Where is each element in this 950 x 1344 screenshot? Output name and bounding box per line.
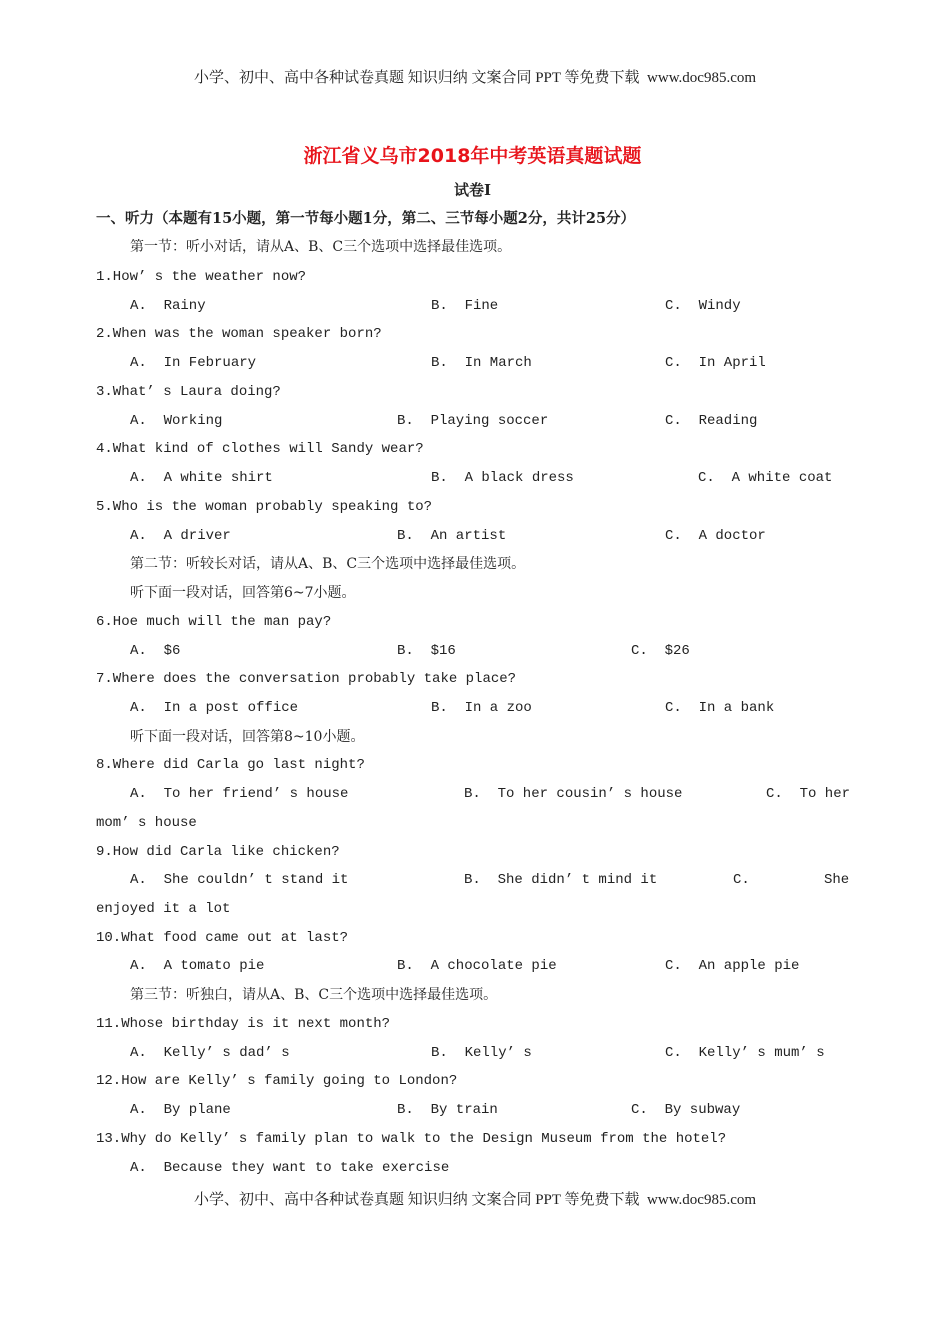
option-a: A. Because they want to take exercise: [130, 1160, 450, 1176]
option-c: C. In April: [665, 355, 766, 371]
page-title: 浙江省义乌市2018年中考英语真题试题: [303, 145, 642, 167]
option-c: C. By subway: [631, 1102, 741, 1118]
option-a: A. In February: [130, 355, 257, 371]
option-a: A. A tomato pie: [130, 958, 265, 974]
option-a: A. A driver: [130, 528, 231, 544]
option-c: C. In a bank: [665, 700, 775, 716]
option-c: C. An apple pie: [665, 958, 800, 974]
option-b: B. Playing soccer: [397, 413, 549, 429]
question-text: 6.Hoe much will the man pay?: [96, 614, 332, 630]
option-b: B. A chocolate pie: [397, 958, 557, 974]
part-instruction: 第二节：听较长对话，请从A、B、C三个选项中选择最佳选项。: [130, 556, 526, 572]
part-instruction: 第一节：听小对话，请从A、B、C三个选项中选择最佳选项。: [130, 239, 512, 255]
question-text: 1.How’ s the weather now?: [96, 269, 307, 285]
option-c: C. A doctor: [665, 528, 766, 544]
question-text: 5.Who is the woman probably speaking to?: [96, 499, 433, 515]
part-note: 听下面一段对话，回答第8~10小题。: [130, 729, 365, 745]
option-a: A. Working: [130, 413, 223, 429]
option-a: A. A white shirt: [130, 470, 273, 486]
option-a: A. To her friend’ s house: [130, 786, 349, 802]
option-c: C. Kelly’ s mum’ s: [665, 1045, 825, 1061]
option-c-continued: enjoyed it a lot: [96, 901, 231, 917]
part-note: 听下面一段对话，回答第6~7小题。: [130, 585, 356, 601]
option-a: A. By plane: [130, 1102, 231, 1118]
option-c-continued: mom’ s house: [96, 815, 197, 831]
option-b: B. To her cousin’ s house: [464, 786, 683, 802]
option-a: A. Rainy: [130, 298, 206, 314]
question-text: 7.Where does the conversation probably take place?: [96, 671, 517, 687]
part-instruction: 第三节：听独白，请从A、B、C三个选项中选择最佳选项。: [130, 987, 498, 1003]
option-c: C.: [733, 872, 750, 888]
option-a: A. She couldn’ t stand it: [130, 872, 349, 888]
question-text: 13.Why do Kelly’ s family plan to walk to the Design Museum from the hotel?: [96, 1131, 727, 1147]
option-b: B. In March: [431, 355, 532, 371]
option-c: C. $26: [631, 643, 690, 659]
question-text: 9.How did Carla like chicken?: [96, 844, 340, 860]
option-c: C. A white coat: [698, 470, 833, 486]
option-b: B. She didn’ t mind it: [464, 872, 658, 888]
question-text: 3.What’ s Laura doing?: [96, 384, 281, 400]
option-c: C. Reading: [665, 413, 758, 429]
page-header: 小学、初中、高中各种试卷真题 知识归纳 文案合同 PPT 等免费下载 www.doc985.com: [193, 70, 757, 86]
question-text: 4.What kind of clothes will Sandy wear?: [96, 441, 424, 457]
question-text: 11.Whose birthday is it next month?: [96, 1016, 391, 1032]
option-a: A. $6: [130, 643, 181, 659]
section-heading: 一、听力（本题有15小题，第一节每小题1分，第二、三节每小题2分，共计25分）: [96, 210, 636, 227]
question-text: 10.What food came out at last?: [96, 930, 349, 946]
option-b: B. By train: [397, 1102, 498, 1118]
option-b: B. Kelly’ s: [431, 1045, 532, 1061]
option-c: She: [824, 872, 850, 888]
question-text: 2.When was the woman speaker born?: [96, 326, 382, 342]
option-b: B. In a zoo: [431, 700, 532, 716]
option-c: C. Windy: [665, 298, 741, 314]
paper-subtitle: 试卷Ⅰ: [453, 181, 492, 199]
option-c: C. To her: [766, 786, 851, 802]
question-text: 8.Where did Carla go last night?: [96, 757, 365, 773]
question-text: 12.How are Kelly’ s family going to London?: [96, 1073, 458, 1089]
page-footer: 小学、初中、高中各种试卷真题 知识归纳 文案合同 PPT 等免费下载 www.doc985.com: [193, 1192, 757, 1208]
option-b: B. An artist: [397, 528, 507, 544]
option-a: A. Kelly’ s dad’ s: [130, 1045, 290, 1061]
option-b: B. $16: [397, 643, 456, 659]
option-b: B. Fine: [431, 298, 499, 314]
option-b: B. A black dress: [431, 470, 574, 486]
option-a: A. In a post office: [130, 700, 299, 716]
